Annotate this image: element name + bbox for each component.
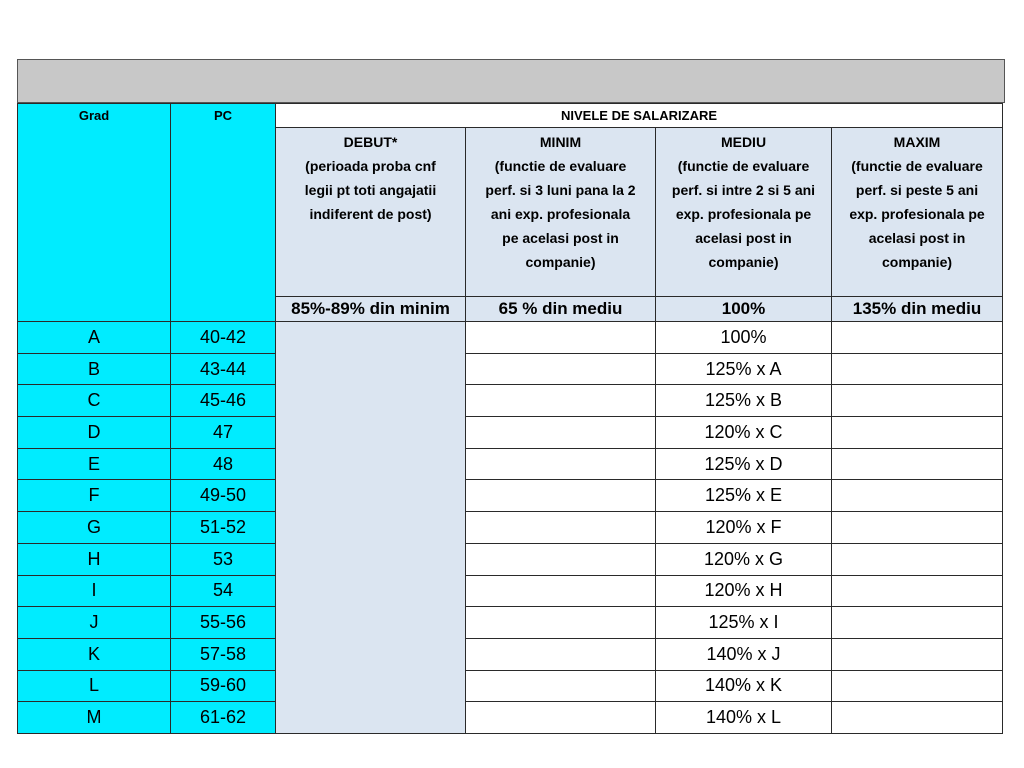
mediu-cell: 100% [656, 322, 832, 354]
minim-cell [466, 638, 656, 670]
pc-cell: 45-46 [171, 385, 276, 417]
mediu-cell: 125% x D [656, 448, 832, 480]
pc-cell: 57-58 [171, 638, 276, 670]
pc-cell: 49-50 [171, 480, 276, 512]
minim-cell [466, 448, 656, 480]
level-desc-line: indiferent de post) [309, 206, 432, 222]
title-banner [17, 59, 1005, 103]
mediu-cell: 120% x H [656, 575, 832, 607]
level-desc-line: companie) [882, 254, 953, 270]
level-desc-line: perf. si 3 luni pana la 2 [485, 182, 636, 198]
level-desc-line: companie) [708, 254, 779, 270]
minim-cell [466, 480, 656, 512]
pc-cell: 51-52 [171, 512, 276, 544]
minim-cell [466, 575, 656, 607]
pc-cell: 55-56 [171, 607, 276, 639]
maxim-cell [832, 385, 1003, 417]
level-desc-line: (functie de evaluare [851, 158, 983, 174]
grad-cell: F [18, 480, 171, 512]
level-desc-line: acelasi post in [695, 230, 792, 246]
level-desc-line: exp. profesionala pe [849, 206, 985, 222]
minim-cell [466, 543, 656, 575]
level-title: MAXIM [893, 134, 941, 150]
table-row [18, 448, 1003, 480]
level-desc-line: (functie de evaluare [677, 158, 810, 174]
pc-cell: 47 [171, 417, 276, 449]
maxim-cell [832, 543, 1003, 575]
maxim-cell [832, 638, 1003, 670]
level-desc-line: (perioada proba cnf [305, 158, 436, 174]
mediu-cell: 140% x K [656, 670, 832, 702]
table-row [18, 417, 1003, 449]
mediu-cell: 140% x J [656, 638, 832, 670]
maxim-cell [832, 670, 1003, 702]
pc-cell: 43-44 [171, 353, 276, 385]
minim-cell [466, 607, 656, 639]
level-minim-header [466, 128, 656, 297]
grad-cell: A [18, 322, 171, 354]
table-row [18, 670, 1003, 702]
mediu-cell: 125% x E [656, 480, 832, 512]
grad-cell: B [18, 353, 171, 385]
level-desc-line: acelasi post in [868, 230, 966, 246]
minim-cell [466, 353, 656, 385]
table-row [18, 575, 1003, 607]
minim-cell [466, 417, 656, 449]
level-debut-header [276, 128, 466, 297]
level-desc-line: legii pt toti angajatii [304, 182, 437, 198]
table-row [18, 702, 1003, 734]
table-row [18, 353, 1003, 385]
table-row [18, 607, 1003, 639]
maxim-cell [832, 702, 1003, 734]
level-desc-line: companie) [525, 254, 596, 270]
maxim-cell [832, 480, 1003, 512]
level-desc-line: exp. profesionala pe [675, 206, 812, 222]
level-desc-line: perf. si intre 2 si 5 ani [671, 182, 816, 198]
table-row [18, 385, 1003, 417]
mediu-cell: 120% x G [656, 543, 832, 575]
level-title: DEBUT* [343, 134, 398, 150]
level-desc-line: ani exp. profesionala [490, 206, 631, 222]
table-row [18, 512, 1003, 544]
level-maxim-header [832, 128, 1003, 297]
mediu-cell: 125% x A [656, 353, 832, 385]
level-desc-line: (functie de evaluare [494, 158, 627, 174]
table-row [18, 638, 1003, 670]
pc-cell: 54 [171, 575, 276, 607]
table-row [18, 480, 1003, 512]
grad-cell: K [18, 638, 171, 670]
minim-cell [466, 670, 656, 702]
grad-cell: J [18, 607, 171, 639]
mediu-cell: 120% x C [656, 417, 832, 449]
mediu-cell: 140% x L [656, 702, 832, 734]
nivele-header: NIVELE DE SALARIZARE [276, 104, 1003, 128]
level-debut-pct: 85%-89% din minim [276, 297, 466, 322]
salary-grid-table [17, 103, 1003, 734]
grad-cell: H [18, 543, 171, 575]
table-row [18, 543, 1003, 575]
grad-cell: L [18, 670, 171, 702]
minim-cell [466, 512, 656, 544]
level-mediu-header [656, 128, 832, 297]
maxim-cell [832, 575, 1003, 607]
maxim-cell [832, 353, 1003, 385]
grad-cell: D [18, 417, 171, 449]
pc-cell: 53 [171, 543, 276, 575]
level-mediu-pct: 100% [656, 297, 832, 322]
minim-cell [466, 702, 656, 734]
level-title: MINIM [539, 134, 582, 150]
minim-cell [466, 322, 656, 354]
level-minim-pct: 65 % din mediu [466, 297, 656, 322]
grad-cell: C [18, 385, 171, 417]
level-maxim-pct: 135% din mediu [832, 297, 1003, 322]
maxim-cell [832, 417, 1003, 449]
pc-cell: 48 [171, 448, 276, 480]
grad-header: Grad [18, 104, 171, 322]
minim-cell [466, 385, 656, 417]
maxim-cell [832, 512, 1003, 544]
mediu-cell: 120% x F [656, 512, 832, 544]
table-row [18, 322, 1003, 354]
pc-cell: 61-62 [171, 702, 276, 734]
level-desc-line: perf. si peste 5 ani [855, 182, 979, 198]
pc-cell: 40-42 [171, 322, 276, 354]
maxim-cell [832, 448, 1003, 480]
pc-header: PC [171, 104, 276, 322]
mediu-cell: 125% x I [656, 607, 832, 639]
mediu-cell: 125% x B [656, 385, 832, 417]
maxim-cell [832, 607, 1003, 639]
grad-cell: M [18, 702, 171, 734]
pc-cell: 59-60 [171, 670, 276, 702]
grad-cell: G [18, 512, 171, 544]
grad-cell: I [18, 575, 171, 607]
level-title: MEDIU [720, 134, 767, 150]
level-desc-line: pe acelasi post in [502, 230, 619, 246]
debut-cell [276, 322, 466, 734]
maxim-cell [832, 322, 1003, 354]
grad-cell: E [18, 448, 171, 480]
